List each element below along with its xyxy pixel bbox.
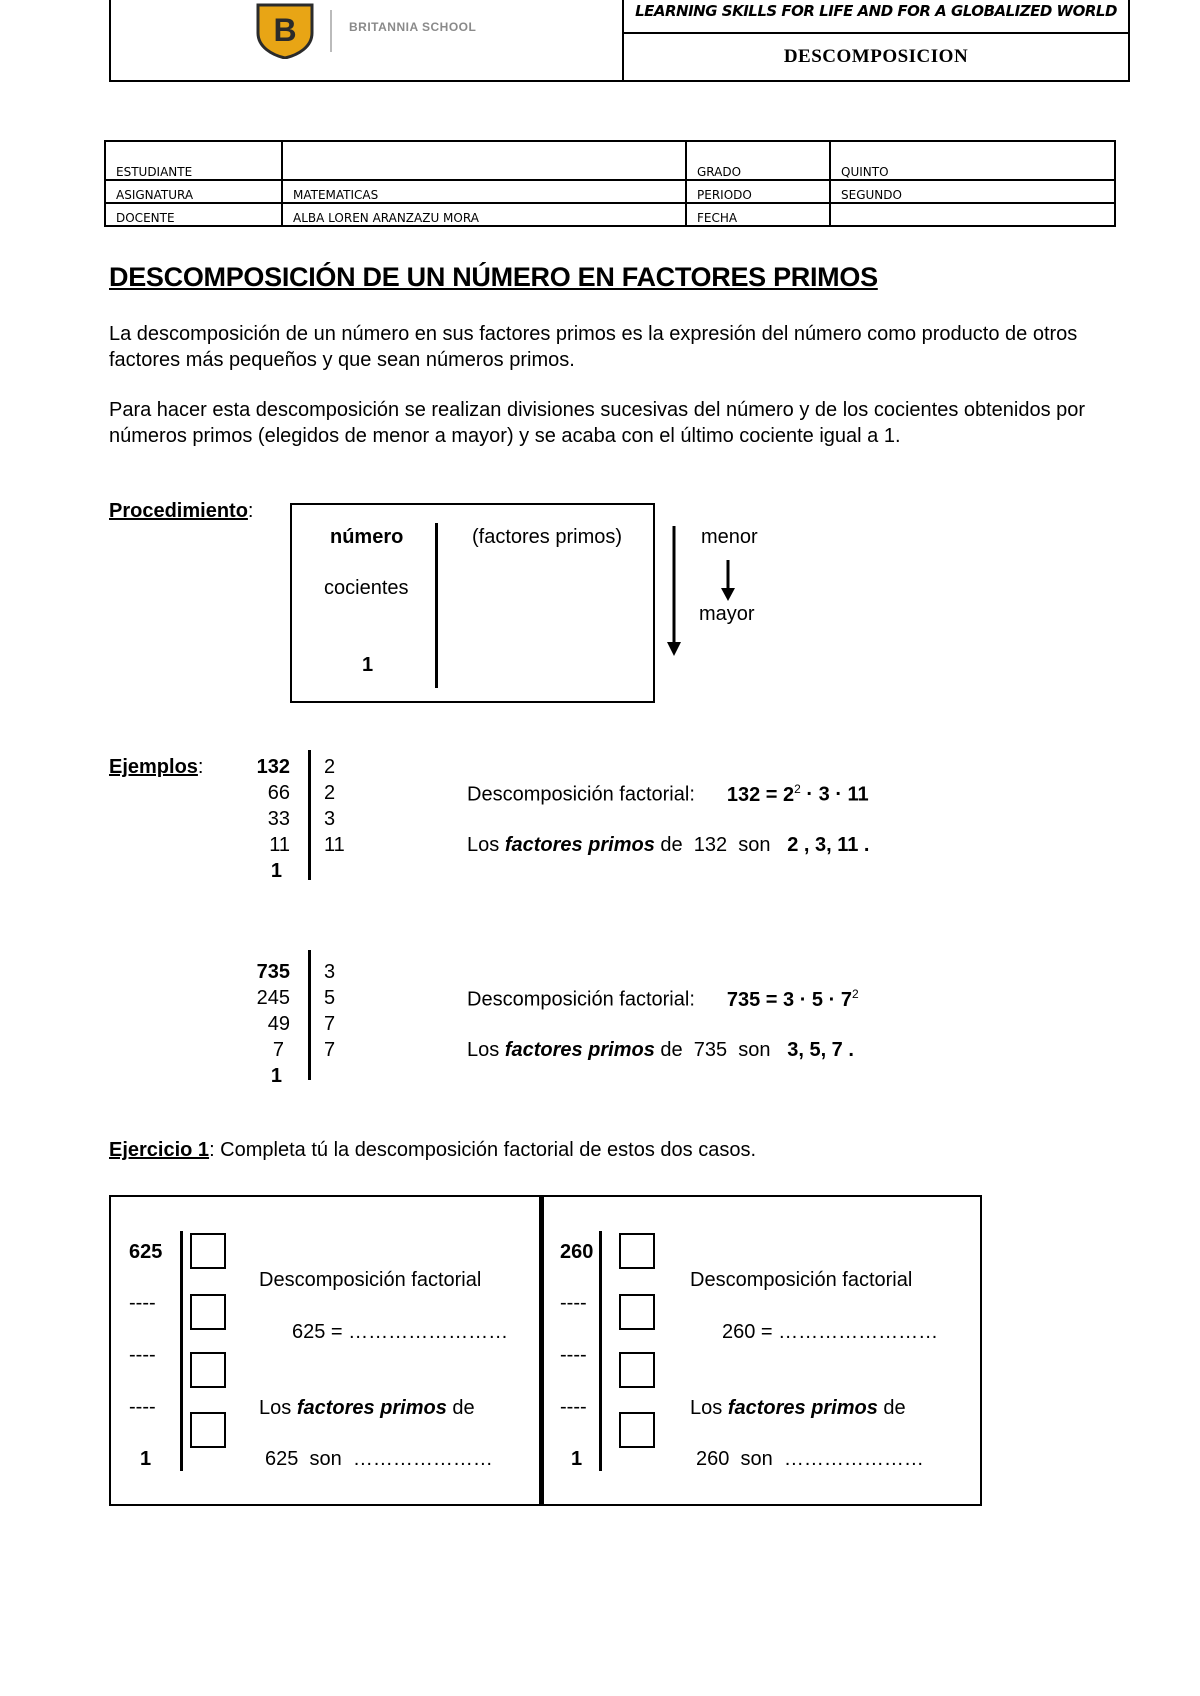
case2-dash-0: ---- xyxy=(560,1292,587,1314)
docente-label: DOCENTE xyxy=(105,203,282,226)
arrow-down-icon xyxy=(664,526,684,658)
examples-label: Ejemplos xyxy=(109,756,198,778)
case2-desc: Descomposición factorial xyxy=(690,1269,913,1291)
procedure-label: Procedimiento xyxy=(109,500,248,522)
asignatura-label: ASIGNATURA xyxy=(105,180,282,203)
case2-son[interactable]: 260 son ………………… xyxy=(696,1448,924,1470)
procedure-factores: (factores primos) xyxy=(472,526,623,548)
case1-desc: Descomposición factorial xyxy=(259,1269,482,1291)
example1-left-2: 33 xyxy=(267,808,290,830)
case2-factores: Los factores primos de xyxy=(690,1397,906,1419)
case2-number: 260 xyxy=(560,1241,594,1263)
intro-paragraph: La descomposición de un número en sus factores primos es la expresión del número como producto de otros factores más pequeños y que sean números primos. xyxy=(109,323,1078,371)
example1-desc-eq: 132 = 2 xyxy=(726,783,795,806)
case2-dash-1: ---- xyxy=(560,1344,587,1366)
logo-letter: B xyxy=(273,12,297,48)
fecha-value[interactable] xyxy=(830,203,1115,226)
example1-left-0: 132 xyxy=(256,756,290,778)
case2-one: 1 xyxy=(571,1448,583,1470)
case2-eq[interactable]: 260 = …………………… xyxy=(722,1321,939,1343)
method-paragraph: Para hacer esta descomposición se realizan divisiones sucesivas del número y de los cocientes obtenidos por números primos (elegidos de menor a mayor) y se acaba con el último cociente igual a 1. xyxy=(109,399,1086,447)
document-title: DESCOMPOSICION xyxy=(783,46,969,67)
example1-left-3: 11 xyxy=(269,834,290,856)
case1-factor-box-0[interactable] xyxy=(190,1233,226,1269)
case2-factor-box-3[interactable] xyxy=(619,1412,655,1448)
case2-factor-box-2[interactable] xyxy=(619,1352,655,1388)
case1-son[interactable]: 625 son ………………… xyxy=(265,1448,493,1470)
example1-right-0: 2 xyxy=(324,756,336,778)
example2-left-3: 7 xyxy=(272,1039,284,1061)
periodo-label: PERIODO xyxy=(686,180,830,203)
case1-dash-1: ---- xyxy=(129,1344,156,1366)
example2-right-2: 7 xyxy=(324,1013,336,1035)
case2-divider xyxy=(599,1231,602,1471)
docente-value: ALBA LOREN ARANZAZU MORA xyxy=(282,203,686,226)
case1-factor-box-1[interactable] xyxy=(190,1294,226,1330)
school-motto: LEARNING SKILLS FOR LIFE AND FOR A GLOBALIZED WORLD xyxy=(635,2,1117,20)
logo-separator xyxy=(330,10,332,52)
estudiante-label: ESTUDIANTE xyxy=(105,141,282,180)
fecha-label: FECHA xyxy=(686,203,830,226)
example2-right-1: 5 xyxy=(324,987,336,1009)
example1-divider xyxy=(308,750,311,880)
example1-right-2: 3 xyxy=(324,808,336,830)
logo-text: BRITANNIA SCHOOL xyxy=(349,20,477,34)
example2-descomposicion xyxy=(467,987,859,1012)
case1-factor-box-3[interactable] xyxy=(190,1412,226,1448)
school-shield-icon xyxy=(256,3,314,59)
case2-factor-box-0[interactable] xyxy=(619,1233,655,1269)
small-arrow-down-icon xyxy=(718,560,738,602)
example1-desc-label: Descomposición factorial: xyxy=(467,783,695,806)
example2-divider xyxy=(308,950,311,1080)
example1-right-3: 11 xyxy=(324,834,345,856)
example1-desc-rest: · 3 · 11 xyxy=(800,783,869,806)
procedure-mayor: mayor xyxy=(699,603,755,625)
case1-number: 625 xyxy=(129,1241,163,1263)
example1-left-1: 66 xyxy=(267,782,290,804)
grado-label: GRADO xyxy=(686,141,830,180)
page-title: DESCOMPOSICIÓN DE UN NÚMERO EN FACTORES PRIMOS xyxy=(109,262,878,292)
procedure-menor: menor xyxy=(701,526,758,548)
student-info-table xyxy=(104,140,1116,227)
example1-left-4: 1 xyxy=(270,860,282,882)
procedure-numero: número xyxy=(330,526,404,548)
case1-eq[interactable]: 625 = …………………… xyxy=(292,1321,509,1343)
exercise-text: : Completa tú la descomposición factorial de estos dos casos. xyxy=(209,1139,757,1161)
periodo-value: SEGUNDO xyxy=(830,180,1115,203)
grado-value: QUINTO xyxy=(830,141,1115,180)
example2-left-4: 1 xyxy=(270,1065,282,1087)
example2-left-2: 49 xyxy=(267,1013,290,1035)
example2-right-0: 3 xyxy=(324,961,336,983)
case1-factores: Los factores primos de xyxy=(259,1397,475,1419)
example2-desc-exp: 2 xyxy=(851,987,859,1001)
example2-desc-eq: 735 = 3 · 5 · 7 xyxy=(726,988,852,1011)
procedure-one: 1 xyxy=(362,654,374,676)
case1-factor-box-2[interactable] xyxy=(190,1352,226,1388)
example2-left-0: 735 xyxy=(256,961,290,983)
example2-factores: Los factores primos de 735 son 3, 5, 7 . xyxy=(467,1039,854,1061)
case2-dash-2: ---- xyxy=(560,1396,587,1418)
example2-right-3: 7 xyxy=(324,1039,336,1061)
example2-left-1: 245 xyxy=(256,987,290,1009)
exercise-label: Ejercicio 1 xyxy=(109,1139,210,1161)
case1-one: 1 xyxy=(140,1448,152,1470)
example1-descomposicion xyxy=(467,782,869,807)
asignatura-value: MATEMATICAS xyxy=(282,180,686,203)
example1-desc-exp: 2 xyxy=(794,782,801,796)
case2-factor-box-1[interactable] xyxy=(619,1294,655,1330)
estudiante-value[interactable] xyxy=(282,141,686,180)
procedure-cocientes: cocientes xyxy=(324,577,409,599)
case1-dash-0: ---- xyxy=(129,1292,156,1314)
example2-desc-label: Descomposición factorial: xyxy=(467,988,695,1011)
procedure-divider xyxy=(435,523,438,688)
exercise-heading xyxy=(109,1139,756,1162)
procedure-heading: Procedimiento: xyxy=(109,500,254,522)
examples-heading: Ejemplos: xyxy=(109,756,204,778)
example1-right-1: 2 xyxy=(324,782,336,804)
case1-divider xyxy=(180,1231,183,1471)
case1-dash-2: ---- xyxy=(129,1396,156,1418)
example1-factores: Los factores primos de 132 son 2 , 3, 11 . xyxy=(467,834,870,856)
exercise-divider xyxy=(539,1195,544,1506)
